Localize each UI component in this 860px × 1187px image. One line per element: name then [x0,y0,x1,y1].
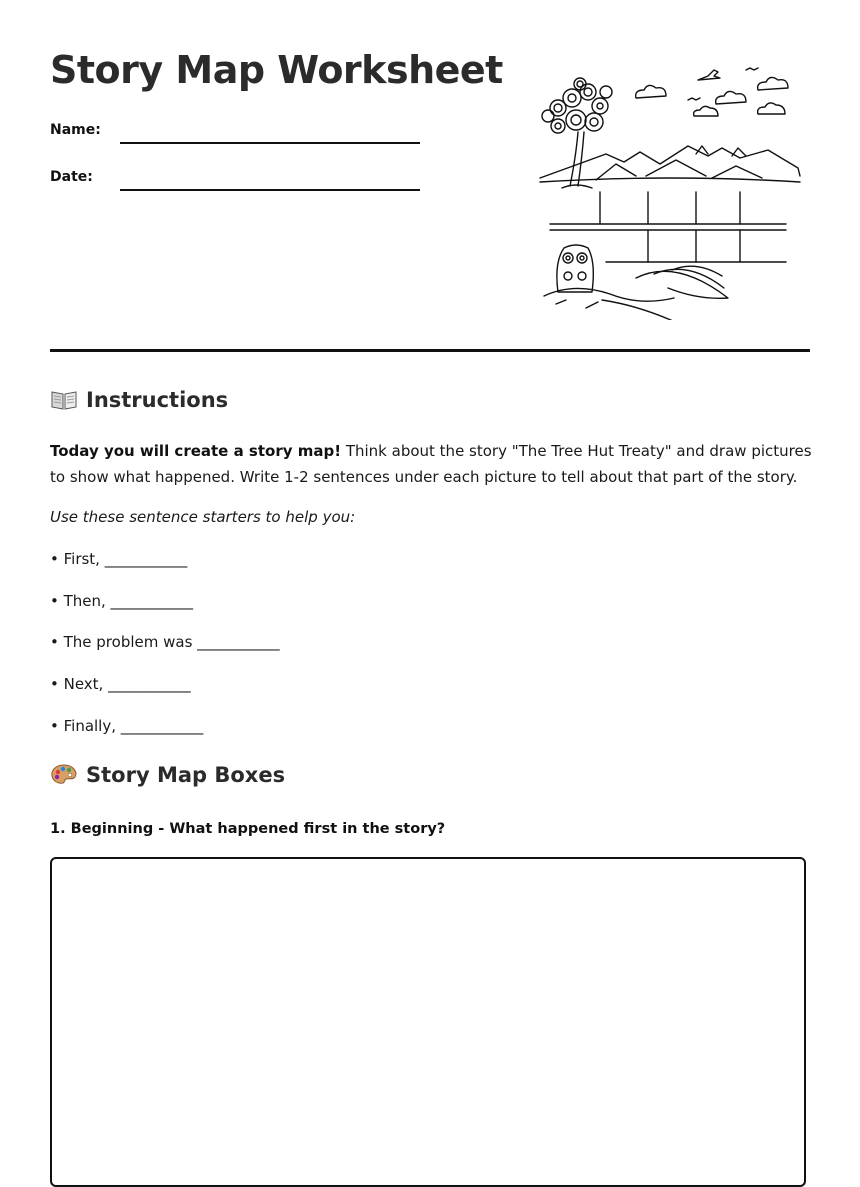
instructions-heading-text: Instructions [86,388,229,412]
cloud-icon [636,77,788,116]
open-book-icon [50,388,78,412]
artist-palette-icon [50,763,78,787]
starter-item: • Then, ___________ [50,592,194,610]
instructions-hint: Use these sentence starters to help you: [50,508,356,526]
story-map-heading-text: Story Map Boxes [86,763,286,787]
name-line[interactable] [120,142,420,144]
drawing-box-beginning[interactable] [50,857,806,1187]
instructions-body: Think about the story "The Tree Hut Treaty" and draw pictures to show what happened. Write 1-2 sentences under each picture to tell about that part of the story. [50,442,812,486]
starter-item: • First, ___________ [50,550,188,568]
instructions-heading [50,388,228,412]
date-field[interactable] [50,169,430,199]
carved-pou-icon [557,245,593,292]
name-label: Name: [50,122,101,138]
tree-icon [542,78,612,188]
name-field[interactable] [50,122,430,152]
starter-item: • The problem was ___________ [50,633,280,651]
starter-item: • Next, ___________ [50,675,191,693]
date-label: Date: [50,169,93,185]
bird-icon [688,68,758,100]
instructions-intro: Today you will create a story map! [50,442,342,460]
landscape-illustration [536,64,804,320]
starter-item: • Finally, ___________ [50,717,204,735]
instructions-paragraph [50,438,820,490]
box-label-beginning: 1. Beginning - What happened first in the story? [50,821,446,837]
section-divider [50,349,810,352]
worksheet-title: Story Map Worksheet [50,48,503,92]
fence-icon [550,192,786,262]
date-line[interactable] [120,189,420,191]
story-map-heading [50,763,285,787]
